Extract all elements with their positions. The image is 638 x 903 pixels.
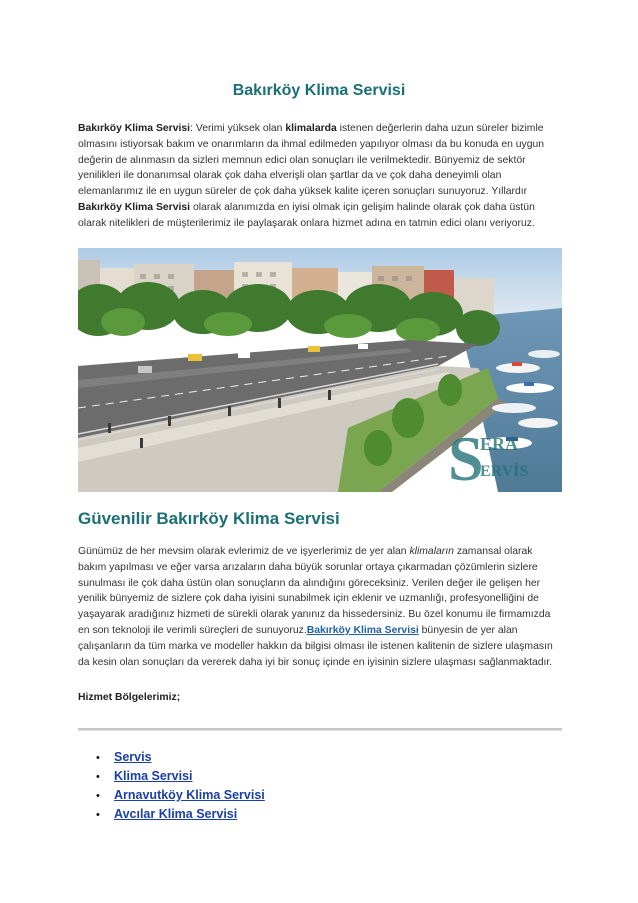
watermark-line2: ERVİS [480, 463, 529, 480]
section-text-2: zamansal olarak bakım yapılması ve eğer varsa arızaların daha büyük sorunlar ortaya çıkarmadan çözümlerin sizlere sunulması ile çok daha üstün olan sonuçların da alındığını göreceksiniz. Verilen değer ile gelişen her yenilik bünyemiz de sizlere çok daha iyisini sunabilmek için eklenir ve uzmanlığı, profesyonelliğini de yaşayarak aradığınız hizmeti de sürekli olarak yanınız da hissedersiniz. Bu özel konumu ile firmamızda en son teknoloji ile verimli süreçleri de sunuyoruz. [78, 546, 551, 636]
intro-bold-klimalarda: klimalarda [285, 123, 337, 134]
intro-bold-service-name: Bakırköy Klima Servisi [78, 201, 191, 213]
link-arnavutkoy-klima-servisi[interactable]: Arnavutköy Klima Servisi [114, 788, 265, 802]
list-item [96, 786, 265, 805]
section-italic-klimalarin: klimaların [409, 546, 454, 557]
bullet-icon: • [96, 752, 100, 764]
inline-service-link[interactable]: Bakırköy Klima Servisi [306, 624, 419, 636]
section-heading: Güvenilir Bakırköy Klima Servisi [78, 509, 340, 528]
link-servis[interactable]: Servis [114, 750, 152, 764]
link-avcilar-klima-servisi[interactable]: Avcılar Klima Servisi [114, 807, 238, 821]
list-item [96, 748, 265, 767]
bullet-icon: • [96, 771, 100, 783]
watermark-initial: S [448, 423, 484, 492]
bullet-icon: • [96, 809, 100, 821]
section-text-1: Günümüz de her mevsim olarak evlerimiz de ve işyerlerimiz de yer alan [78, 546, 410, 557]
service-regions-label: Hizmet Bölgelerimiz; [78, 692, 181, 703]
horizontal-divider [78, 728, 562, 731]
section-paragraph [78, 544, 562, 670]
section-text-3: bünyesin de yer alan çalışanların da tüm marka ve modeller hakkın da bilgisi olması ile istenen kalitenin de sizlere ulaşmasın da kesin olan sonuçları da vererek daha iyi bir sonuç içinde en iyisinin sizlere ulaşması sağlanmaktadır. [78, 624, 553, 668]
page-title: Bakırköy Klima Servisi [232, 82, 406, 99]
list-item [96, 805, 265, 824]
list-item [96, 767, 265, 786]
service-links-list [96, 748, 265, 824]
watermark-line1: ERA [480, 434, 519, 454]
intro-lead-bold: Bakırköy Klima Servisi [78, 123, 191, 134]
waterfront-photo [78, 248, 562, 492]
link-klima-servisi[interactable]: Klima Servisi [114, 769, 193, 783]
intro-paragraph [78, 121, 562, 232]
bullet-icon: • [96, 790, 100, 802]
intro-text-3: olarak alanımızda en iyisi olmak için gelişim halinde olarak çok daha üstün olarak nitelikleri de müşterilerimiz ile paylaşarak onlara hizmet adına en tatmin edici olanı veriyoruz. [78, 201, 535, 229]
intro-text-2: istenen değerlerin daha uzun süreler bizimle olmasını istiyorsak bakım ve onarımların da ihmal edilmeden yapılıyor olması da bu konuda en uygun değerin de alınmasın da sizleri memnun edici olan sonuçları ile verilmektedir. Bünyemiz de sektör yenilikleri ile donanımsal olarak çok daha elverişli olan şartlar da ve çok daha deneyimli olan elemanlarımız ile en uygun süreler de çok daha yüksek kalite içeren sonuçları sunuyoruz. Yıllardır [78, 123, 545, 198]
intro-text-1: : Verimi yüksek olan [190, 123, 286, 134]
